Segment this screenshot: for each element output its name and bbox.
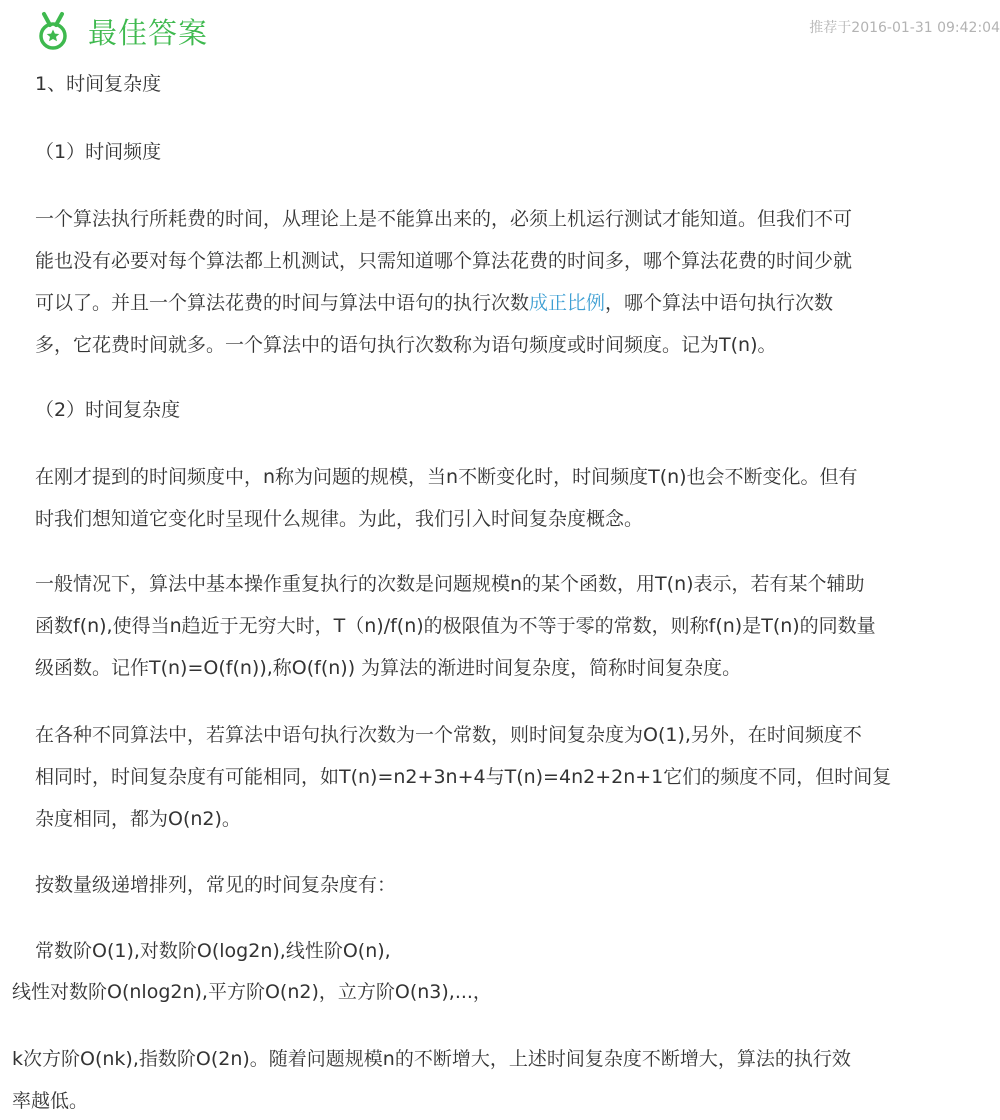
heading-time-complexity-sub: （2）时间复杂度 xyxy=(35,399,181,421)
paragraph-line: 杂度相同，都为O(n2)。 xyxy=(35,808,241,830)
paragraph-text: 可以了。并且一个算法花费的时间与算法中语句的执行次数 xyxy=(35,292,530,314)
paragraph-line: k次方阶O(nk),指数阶O(2n)。随着问题规模n的不断增大，上述时间复杂度不断增大，算法的执行效 xyxy=(12,1048,851,1070)
paragraph-line xyxy=(35,287,833,319)
paragraph-text: ，哪个算法中语句执行次数 xyxy=(605,292,834,314)
paragraph-line: 函数f(n),使得当n趋近于无穷大时，T（n)/f(n)的极限值为不等于零的常数，则称f(n)是T(n)的同数量 xyxy=(35,615,876,637)
paragraph-line: 按数量级递增排列，常见的时间复杂度有： xyxy=(35,874,397,896)
paragraph-line: 相同时，时间复杂度有可能相同，如T(n)=n2+3n+4与T(n)=4n2+2n+1它们的频度不同，但时间复 xyxy=(35,766,892,788)
paragraph-line: 在各种不同算法中，若算法中语句执行次数为一个常数，则时间复杂度为O(1),另外，在时间频度不 xyxy=(35,724,862,746)
paragraph-line: 多，它花费时间就多。一个算法中的语句执行次数称为语句频度或时间频度。记为T(n)。 xyxy=(35,334,777,356)
paragraph-line: 级函数。记作T(n)=O(f(n)),称O(f(n)) 为算法的渐进时间复杂度，简称时间复杂度。 xyxy=(35,657,742,679)
paragraph-line: 时我们想知道它变化时呈现什么规律。为此，我们引入时间复杂度概念。 xyxy=(35,508,644,530)
heading-time-frequency: （1）时间频度 xyxy=(35,141,162,163)
best-answer-title: 最佳答案 xyxy=(88,15,209,50)
paragraph-line: 在刚才提到的时间频度中，n称为问题的规模，当n不断变化时，时间频度T(n)也会不断变化。但有 xyxy=(35,466,858,488)
paragraph-line: 一般情况下，算法中基本操作重复执行的次数是问题规模n的某个函数，用T(n)表示，若有某个辅助 xyxy=(35,573,865,595)
heading-time-complexity: 1、时间复杂度 xyxy=(35,73,162,95)
paragraph-line: 常数阶O(1),对数阶O(log2n),线性阶O(n), xyxy=(35,940,391,962)
medal-star-icon xyxy=(36,11,70,51)
paragraph-line: 线性对数阶O(nlog2n),平方阶O(n2)，立方阶O(n3),...， xyxy=(12,981,492,1003)
best-answer-header xyxy=(36,8,208,54)
paragraph-line: 能也没有必要对每个算法都上机测试，只需知道哪个算法花费的时间多，哪个算法花费的时间少就 xyxy=(35,250,853,272)
paragraph-line: 一个算法执行所耗费的时间，从理论上是不能算出来的，必须上机运行测试才能知道。但我们不可 xyxy=(35,208,853,230)
paragraph-line: 率越低。 xyxy=(12,1090,89,1112)
recommend-timestamp: 推荐于2016-01-31 09:42:04 xyxy=(809,20,1000,36)
proportional-link[interactable]: 成正比例 xyxy=(529,292,606,314)
